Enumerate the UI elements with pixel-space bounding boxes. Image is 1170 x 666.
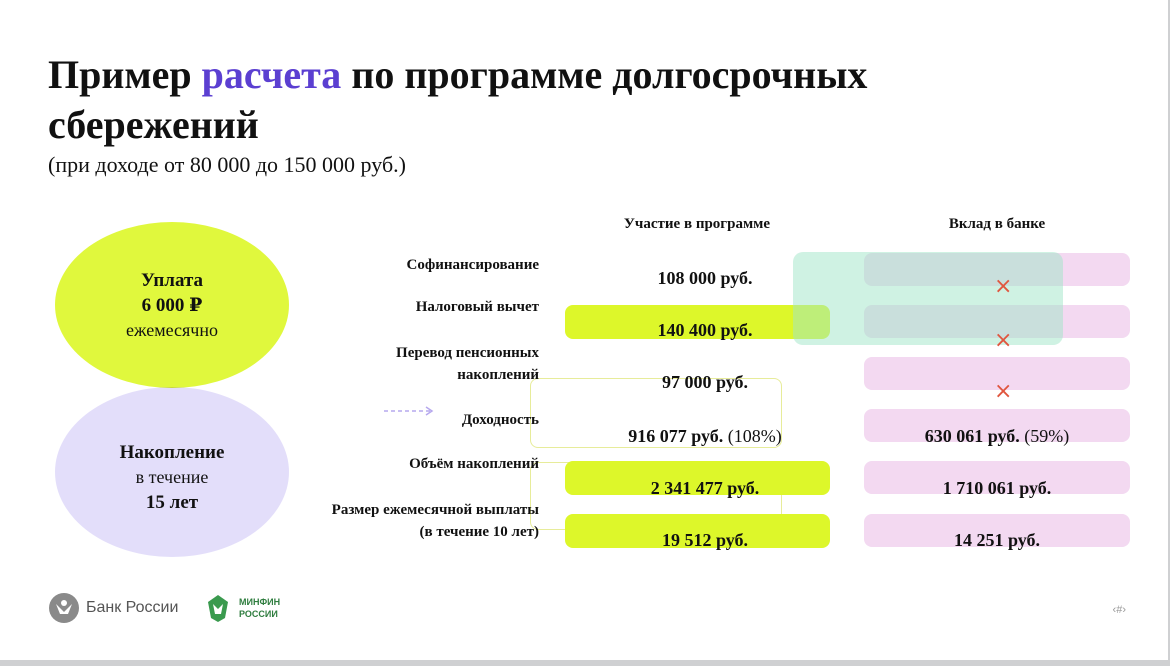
page-title bbox=[48, 50, 1048, 150]
bank-value-yield-amount: 630 061 руб. bbox=[924, 426, 1020, 446]
row-label-pension-transfer: Перевод пенсионных накоплений bbox=[396, 345, 539, 383]
bank-of-russia-text: Банк России bbox=[86, 599, 179, 616]
row-label-yield: Доходность bbox=[461, 412, 539, 428]
bank-value-yield-pct: (59%) bbox=[1024, 426, 1070, 446]
title-part1: Пример bbox=[48, 52, 202, 97]
program-value-pension: 97 000 руб. bbox=[661, 372, 749, 392]
minfin-emblem-icon bbox=[203, 592, 233, 624]
eagle-emblem-icon bbox=[48, 592, 80, 624]
bank-cross-icon: × bbox=[994, 328, 1013, 353]
bank-value-monthly: 14 251 руб. bbox=[953, 530, 1041, 550]
accumulation-circle bbox=[55, 387, 289, 557]
program-value-total: 2 341 477 руб. bbox=[650, 478, 760, 498]
accumulation-period-label: в течение bbox=[135, 466, 209, 487]
payment-title: Уплата bbox=[140, 269, 204, 291]
payment-circle bbox=[55, 222, 289, 388]
column-header-bank: Вклад в банке bbox=[948, 216, 1046, 232]
program-value-yield bbox=[565, 426, 845, 447]
subtitle: (при доходе от 80 000 до 150 000 руб.) bbox=[48, 152, 406, 177]
program-value-yield-amount: 916 077 руб. bbox=[628, 426, 724, 446]
payment-amount: 6 000 ₽ bbox=[141, 294, 203, 316]
row-label-monthly-payment: Размер ежемесячной выплаты (в течение 10 лет) bbox=[331, 502, 539, 540]
accumulation-period: 15 лет bbox=[145, 491, 199, 513]
row-label-total: Объём накоплений bbox=[409, 456, 539, 472]
minfin-text-line2: РОССИИ bbox=[239, 609, 278, 619]
minfin-logo bbox=[203, 592, 280, 624]
bank-of-russia-logo bbox=[48, 592, 178, 624]
bank-value-yield bbox=[864, 426, 1130, 447]
accumulation-title: Накопление bbox=[119, 441, 225, 463]
title-part2: по программе долгосрочных сбережений bbox=[48, 52, 868, 147]
row-label-tax-deduction: Налоговый вычет bbox=[415, 299, 539, 315]
bank-cross-icon: × bbox=[994, 274, 1013, 299]
program-value-tax-deduction: 140 400 руб. bbox=[657, 320, 753, 340]
minfin-text-line1: МИНФИН bbox=[239, 597, 281, 607]
row-label-cofinancing: Софинансирование bbox=[406, 257, 539, 273]
payment-frequency: ежемесячно bbox=[126, 319, 218, 340]
bank-value-total: 1 710 061 руб. bbox=[942, 478, 1052, 498]
program-value-yield-pct: (108%) bbox=[727, 426, 782, 446]
bank-cross-icon: × bbox=[994, 379, 1013, 404]
column-header-program: Участие в программе bbox=[623, 216, 771, 232]
program-value-cofinancing: 108 000 руб. bbox=[657, 268, 753, 288]
title-accent: расчета bbox=[201, 52, 342, 97]
program-value-monthly: 19 512 руб. bbox=[661, 530, 749, 550]
page-number: ‹#› bbox=[1112, 604, 1126, 616]
